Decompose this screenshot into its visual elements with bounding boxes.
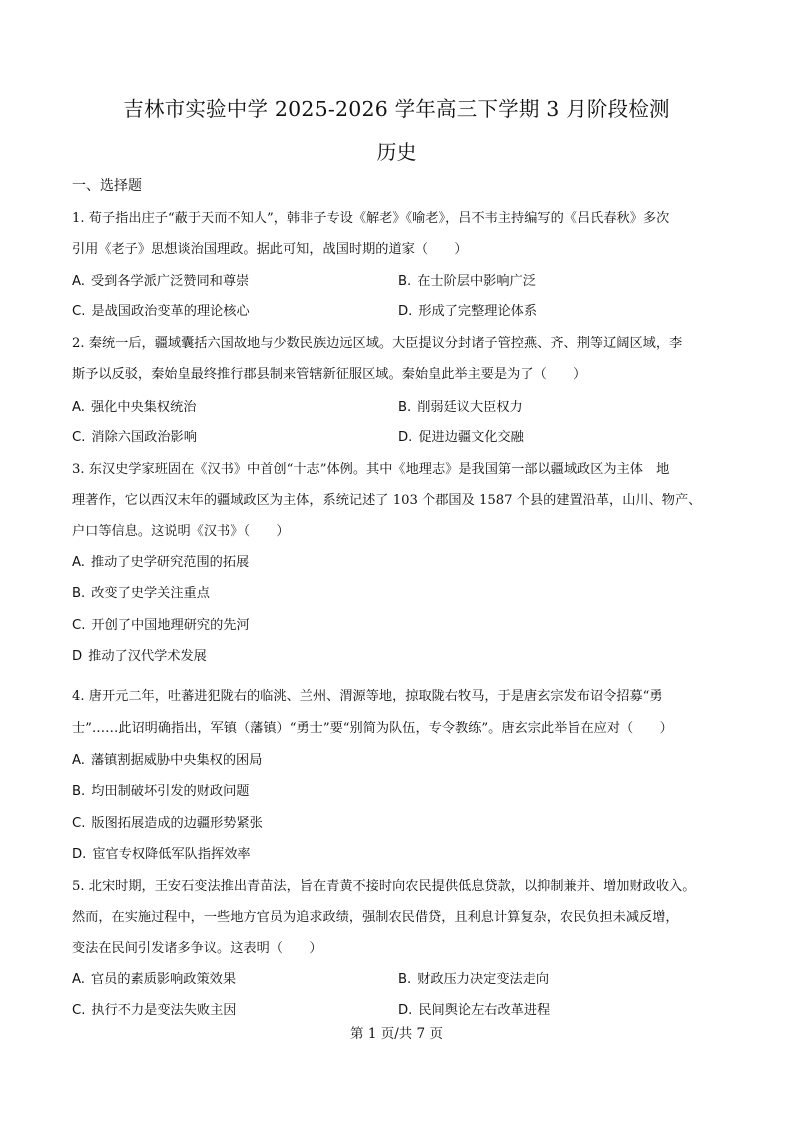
question-3-stem-line-3: 户口等信息。这说明《汉书》（ ） <box>72 524 290 539</box>
page-number: 第 1 页/共 7 页 <box>350 1026 443 1042</box>
question-5-option-a <box>72 969 236 991</box>
question-5-stem-line-2: 然而，在实施过程中，一些地方官员为追求政绩，强制农民借贷，且利息计算复杂，农民负担未减反增， <box>72 910 679 925</box>
option-text: 均田制破坏引发的财政问题 <box>91 784 250 799</box>
option-letter: C. <box>72 430 86 445</box>
option-letter: B. <box>72 784 86 799</box>
question-1-option-b <box>398 271 536 293</box>
option-letter: D. <box>398 304 413 319</box>
option-text: 改变了史学关注重点 <box>91 586 210 601</box>
option-letter: B. <box>72 586 86 601</box>
question-5-stem-line-1: 5. 北宋时期，王安石变法推出青苗法，旨在青黄不接时向农民提供低息贷款，以抑制兼并、增加财政收入。 <box>72 879 696 894</box>
option-letter: C. <box>72 1003 86 1018</box>
option-text: 版图拓展造成的边疆形势紧张 <box>91 816 263 831</box>
question-2-stem-line-1: 2. 秦统一后，疆域囊括六国故地与少数民族边远区域。大臣提议分封诸子管控燕、齐、荆等辽阔区域，李 <box>72 336 683 351</box>
option-letter: A. <box>72 274 85 289</box>
question-1-option-d <box>398 301 537 323</box>
option-text: 形成了完整理论体系 <box>418 304 538 319</box>
question-1-option-c <box>72 301 250 323</box>
exam-title: 吉林市实验中学 2025-2026 学年高三下学期 3 月阶段检测 <box>123 97 670 121</box>
question-4-option-c <box>72 813 263 835</box>
question-4-option-d <box>72 844 251 866</box>
option-letter: B. <box>398 972 412 987</box>
option-letter: C. <box>72 618 86 633</box>
question-4-stem-line-1: 4. 唐开元二年，吐蕃进犯陇右的临洮、兰州、渭源等地，掠取陇右牧马，于是唐玄宗发布诏令招募“勇 <box>72 689 663 704</box>
option-letter: B. <box>398 400 412 415</box>
option-letter: A. <box>72 555 85 570</box>
question-4-stem-line-2: 士”……此诏明确指出，军镇（藩镇）“勇士”要“别简为队伍，专令教练”。唐玄宗此举旨在应对（ ） <box>72 721 673 736</box>
subject-title: 历史 <box>376 140 417 164</box>
question-4-option-b <box>72 781 250 803</box>
question-3-option-a <box>72 552 249 574</box>
question-5-option-d <box>398 1000 550 1022</box>
question-2-option-b <box>398 397 523 419</box>
question-1-option-a <box>72 271 249 293</box>
option-text: 削弱廷议大臣权力 <box>417 400 523 415</box>
option-text: 推动了汉代学术发展 <box>88 649 207 664</box>
option-text: 财政压力决定变法走向 <box>417 972 550 987</box>
question-5-option-b <box>398 969 549 991</box>
question-2-stem-line-2: 斯予以反驳，秦始皇最终推行郡县制来管辖新征服区域。秦始皇此举主要是为了（ ） <box>72 367 587 382</box>
option-text: 是战国政治变革的理论核心 <box>91 304 250 319</box>
question-3-option-c <box>72 615 250 637</box>
option-letter: B. <box>398 274 412 289</box>
option-text: 在士阶层中影响广泛 <box>417 274 536 289</box>
option-text: 藩镇割据威胁中央集权的困局 <box>90 753 263 768</box>
option-letter: A. <box>72 400 85 415</box>
question-5-option-c <box>72 1000 236 1022</box>
question-1-stem-line-2: 引用《老子》思想谈治国理政。据此可知，战国时期的道家（ ） <box>72 242 468 257</box>
question-1-stem-line-1: 1. 荀子指出庄子“蔽于天而不知人”，韩非子专设《解老》《喻老》，吕不韦主持编写的《吕氏春秋》多次 <box>72 211 670 226</box>
option-letter: D. <box>398 1003 413 1018</box>
question-3-stem-line-1: 3. 东汉史学家班固在《汉书》中首创“十志”体例。其中《地理志》是我国第一部以疆域政区为主体 地 <box>72 462 670 477</box>
question-2-option-c <box>72 427 197 449</box>
option-letter: D. <box>398 430 413 445</box>
question-3-stem-line-2: 理著作，它以西汉末年的疆域政区为主体，系统记述了 103 个郡国及 1587 个县的建置沿革，山川、物产、 <box>72 493 702 508</box>
question-3-option-b <box>72 583 210 605</box>
question-5-stem-line-3: 变法在民间引发诸多争议。这表明（ ） <box>72 941 323 956</box>
question-3-option-d <box>72 646 207 668</box>
option-letter: A. <box>72 753 85 768</box>
section-heading: 一、选择题 <box>72 178 142 194</box>
option-text: 消除六国政治影响 <box>91 430 197 445</box>
option-letter: A. <box>72 972 85 987</box>
option-letter: C. <box>72 816 86 831</box>
option-text: 促进边疆文化交融 <box>418 430 524 445</box>
question-2-option-a <box>72 397 196 419</box>
option-text: 执行不力是变法失败主因 <box>91 1003 237 1018</box>
question-2-option-d <box>398 427 524 449</box>
option-text: 强化中央集权统治 <box>90 400 197 415</box>
option-letter: C. <box>72 304 86 319</box>
option-text: 推动了史学研究范围的拓展 <box>90 555 250 570</box>
option-text: 开创了中国地理研究的先河 <box>91 618 250 633</box>
question-4-option-a <box>72 750 262 772</box>
option-text: 官员的素质影响政策效果 <box>90 972 237 987</box>
option-text: 民间舆论左右改革进程 <box>418 1003 551 1018</box>
option-letter: D. <box>72 847 87 862</box>
option-text: 宦官专权降低军队指挥效率 <box>92 847 251 862</box>
option-text: 受到各学派广泛赞同和尊崇 <box>90 274 250 289</box>
option-letter: D <box>72 649 83 664</box>
